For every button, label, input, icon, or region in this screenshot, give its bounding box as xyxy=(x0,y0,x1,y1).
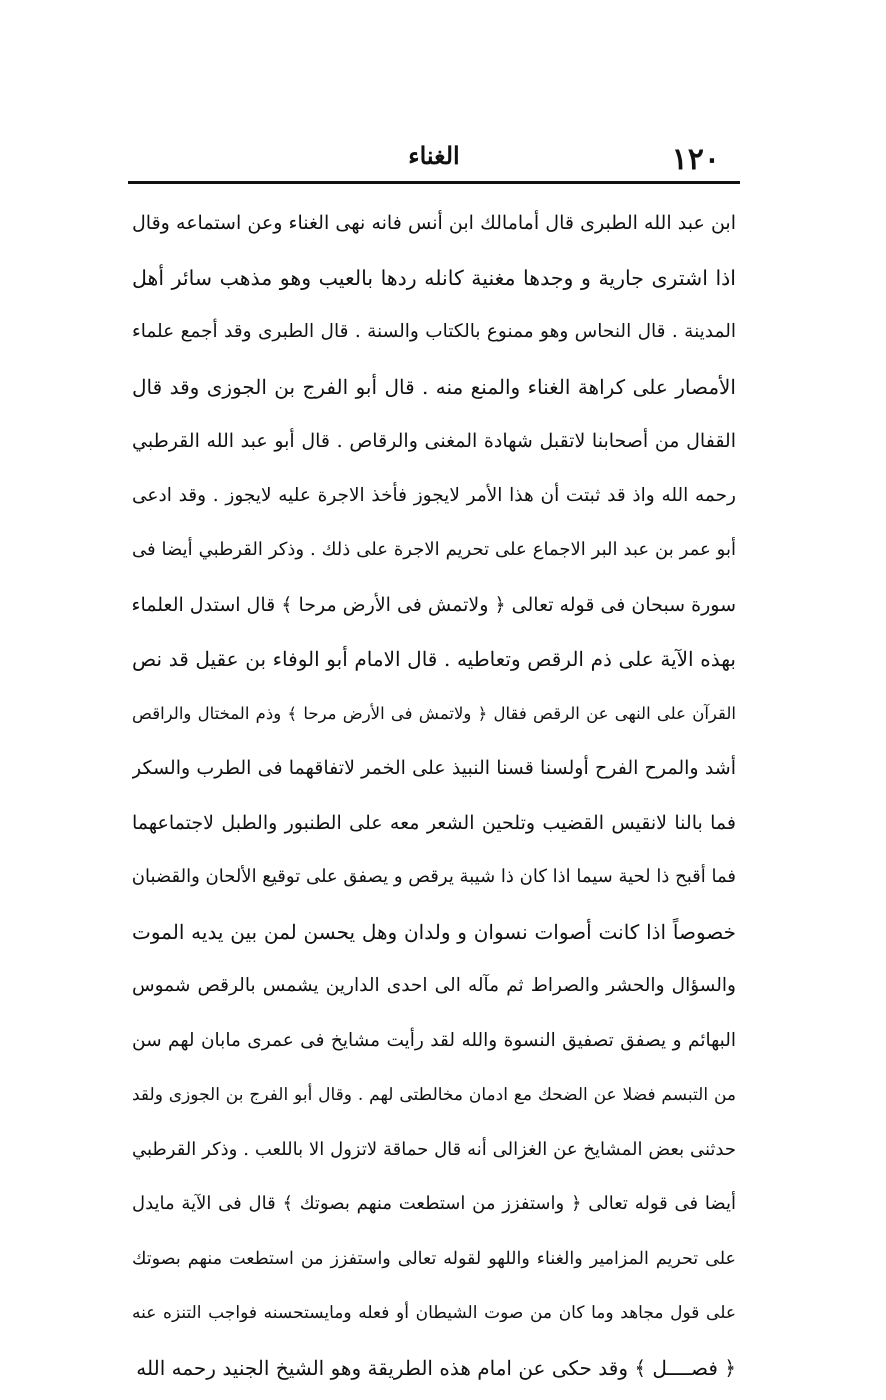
text-line: خصوصاً اذا كانت أصوات نسوان و ولدان وهل يحسن لمن بين يديه الموت xyxy=(132,919,736,944)
text-line: بهذه الآية على ذم الرقص وتعاطيه . قال الامام أبو الوفاء بن عقيل قد نص xyxy=(132,647,736,671)
text-line: على قول مجاهد وما كان من صوت الشيطان أو فعله ومايستحسنه فواجب التنزه عنه xyxy=(132,1303,736,1323)
text-line: أشد والمرح الفرح أولسنا قسنا النبيذ على الخمر لاتفاقهما فى الطرب والسكر xyxy=(132,757,736,779)
page-header xyxy=(128,138,740,182)
text-line: اذا اشترى جارية و وجدها مغنية كانله ردها بالعيب وهو مذهب سائر أهل xyxy=(132,265,736,290)
running-title: الغناء xyxy=(408,141,460,170)
text-line: أبو عمر بن عبد البر الاجماع على تحريم الاجرة على ذلك . وذكر القرطبي أيضا فى xyxy=(132,539,736,560)
text-line: على تحريم المزامير والغناء واللهو لقوله تعالى واستفزز من استطعت منهم بصوتك xyxy=(132,1248,736,1269)
text-line: فما بالنا لانقيس القضيب وتلحين الشعر معه على الطنبور والطبل لاجتماعهما xyxy=(132,811,736,834)
text-line: ابن عبد الله الطبرى قال أمامالك ابن أنس فانه نهى الغناء وعن استماعه وقال xyxy=(132,212,736,234)
section-heading-line: ﴿ فصــــل ﴾ وقد حكى عن امام هذه الطريقة وهو الشيخ الجنيد رحمه الله xyxy=(136,1355,736,1380)
text-line: المدينة . قال النحاس وهو ممنوع بالكتاب والسنة . قال الطبرى وقد أجمع علماء xyxy=(132,321,736,342)
text-line: سورة سبحان فى قوله تعالى ﴿ ولاتمش فى الأرض مرحا ﴾ قال استدل العلماء xyxy=(132,593,736,616)
text-line: حدثنى بعض المشايخ عن الغزالى أنه قال حماقة لاتزول الا باللعب . وذكر القرطبي xyxy=(132,1138,736,1160)
page-number: ١٢٠ xyxy=(671,142,720,177)
text-line: البهائم و يصفق تصفيق النسوة والله لقد رأيت مشايخ فى عمرى مابان لهم سن xyxy=(132,1029,736,1051)
text-line: القرآن على النهى عن الرقص فقال ﴿ ولاتمش فى الأرض مرحا ﴾ وذم المختال والراقص xyxy=(132,703,736,723)
text-line: القفال من أصحابنا لاتقبل شهادة المغنى والرقاص . قال أبو عبد الله القرطبي xyxy=(132,430,736,452)
text-line: من التبسم فضلا عن الضحك مع ادمان مخالطتى لهم . وقال أبو الفرج بن الجوزى ولقد xyxy=(132,1085,736,1105)
text-line: الأمصار على كراهة الغناء والمنع منه . قال أبو الفرج بن الجوزى وقد قال xyxy=(132,374,736,399)
text-line: أيضا فى قوله تعالى ﴿ واستفزز من استطعت منهم بصوتك ﴾ قال فى الآية مايدل xyxy=(132,1193,736,1214)
text-line: والسؤال والحشر والصراط ثم مآله الى احدى الدارين يشمس بالرقص شموس xyxy=(132,975,736,996)
header-rule xyxy=(128,181,740,184)
text-line: فما أقبح ذا لحية سيما اذا كان ذا شيبة يرقص و يصفق على توقيع الألحان والقضبان xyxy=(132,866,736,887)
text-line: رحمه الله واذ قد ثبتت أن هذا الأمر لايجوز فأخذ الاجرة عليه لايجوز . وقد ادعى xyxy=(132,484,736,506)
body-text xyxy=(132,196,736,1395)
